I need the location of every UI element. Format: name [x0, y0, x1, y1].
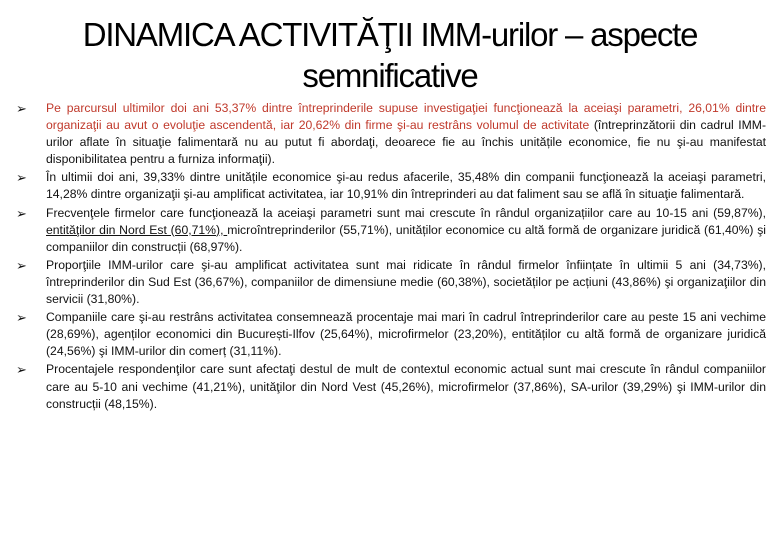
title-line-1: DINAMICA ACTIVITĂŢII IMM-urilor – aspecte — [82, 16, 698, 53]
bullet-item-3 — [14, 205, 766, 256]
title-line-2: semnificative — [302, 57, 478, 94]
bullet-3-text-before: Frecvenţele firmelor care funcţionează la aceiaşi parametri sunt mai crescute în rândul organizațiilor care au 10-15 ani (59,87%), — [46, 205, 766, 220]
bullet-item-4 — [14, 257, 766, 308]
bullet-list — [14, 100, 766, 414]
arrow-bullet-icon: ➢ — [16, 310, 27, 326]
arrow-bullet-icon: ➢ — [16, 362, 27, 378]
arrow-bullet-icon: ➢ — [16, 205, 27, 221]
bullet-5-text: Companiile care şi-au restrâns activitatea consemnează procentaje mai mari în cadrul întreprinderilor care au peste 15 ani vechime (28,69%), agenților economici din București-Ilfov (25,64%), microfirmelor (23,20%), entităților cu altă formă de organizare juridică (24,56%) şi IMM-urilor din comerț (31,11%). — [46, 310, 766, 359]
bullet-item-6 — [14, 361, 766, 412]
bullet-3-underlined: entităţilor din Nord Est (60,71%), — [46, 222, 228, 237]
bullet-item-5 — [14, 309, 766, 360]
bullet-3-text-after: microîntreprinderilor (55,71%), unităților economice cu altă formă de organizare juridică (61,40%) şi companiilor din construcții (68,97%). — [46, 222, 766, 254]
bullet-2-text: În ultimii doi ani, 39,33% dintre unitățile economice şi-au redus afacerile, 35,48% din companii funcţionează la aceiaşi parametri, 14,28% dintre organizaţii şi-au amplificat activitatea, iar 10,91% din întreprinderi au dat faliment sau se află în situaţie falimentară. — [46, 170, 766, 202]
arrow-bullet-icon: ➢ — [16, 257, 27, 273]
arrow-bullet-icon: ➢ — [16, 101, 27, 116]
arrow-bullet-icon: ➢ — [16, 170, 27, 186]
bullet-4-text: Proporţiile IMM-urilor care şi-au amplificat activitatea sunt mai ridicate în rândul firmelor înființate în ultimii 5 ani (34,73%), întreprinderilor din Sud Est (36,67%), companiilor de dimensiune medie (60,38%), societăților pe acțiuni (43,86%) şi organizaţiilor din servicii (31,80%). — [46, 257, 766, 307]
bullet-item-2 — [14, 169, 766, 203]
bullet-1-text: (întreprinzătorii din cadrul IMM-urilor aflate în situaţie falimentară nu au putut fi abordaţi, deoarece fie au închis unitățile economice, fie nu şi-au manifestat disponibilitatea pentru a furniza informaţii). — [46, 118, 767, 167]
slide-title — [40, 14, 740, 96]
bullet-item-1 — [14, 100, 766, 168]
bullet-1-highlight: Pe parcursul ultimilor doi ani 53,37% dintre întreprinderile supuse investigaţiei funcţionează la aceiaşi parametri, 26,01% dintre organizaţii au avut o evoluţie ascendentă, iar 20,62% din firme şi-au restrâns volumul de activitate — [46, 101, 766, 133]
bullet-6-text: Procentajele respondenţilor care sunt afectaţi destul de mult de contextul economic actual sunt mai crescute în rândul companiilor care au 5-10 ani vechime (41,21%), unităţilor din Nord Vest (45,26%), microfirmelor (37,86%), SA-urilor (39,29%) şi IMM-urilor din construcții (48,15%). — [46, 362, 766, 411]
